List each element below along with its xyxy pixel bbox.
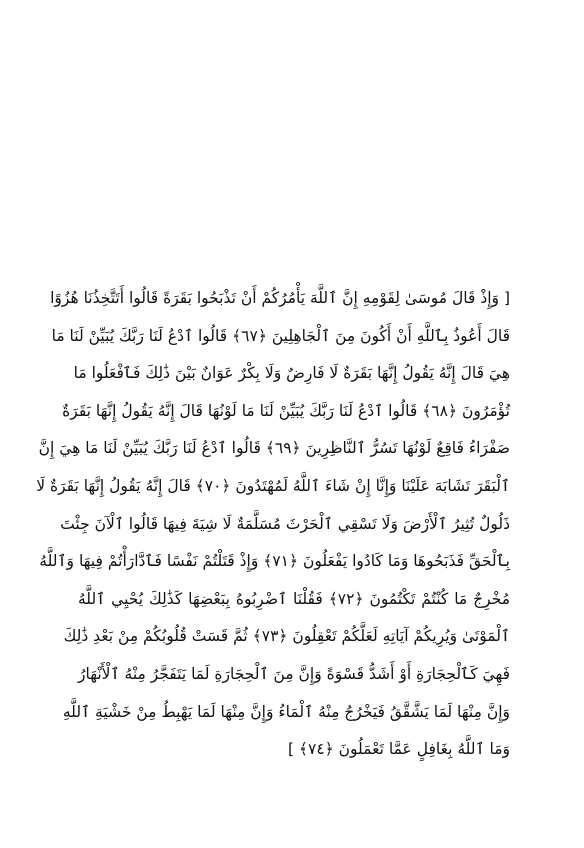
- text-line: ٱلْبَقَرَ تَشَابَهَ عَلَيْنَا وَإِنَّا إِنْ شَاءَ ٱللَّهُ لَمُهْتَدُونَ ﴿٧٠﴾ قَالَ إِنَّهُ يَقُولُ إِنَّهَا بَقَرَةٌ لَا: [36, 476, 510, 495]
- text-line: ذَلُولٌ تُثِيرُ ٱلْأَرْضَ وَلَا تَسْقِي ٱلْحَرْثَ مُسَلَّمَةٌ لَا شِيَةَ فِيهَا قَالُوا ٱلْآنَ جِئْتَ: [60, 514, 510, 533]
- text-line: صَفْرَاءُ فَاقِعٌ لَوْنُهَا تَسُرُّ ٱلنَّاظِرِينَ ﴿٦٩﴾ قَالُوا ٱدْعُ لَنَا رَبَّكَ يُبَيِّنْ لَنَا مَا هِيَ إِنَّ: [38, 439, 510, 458]
- text-line: [ وَإِذْ قَالَ مُوسَىٰ لِقَوْمِهِ إِنَّ ٱللَّهَ يَأْمُرُكُمْ أَنْ تَذْبَحُوا بَقَرَةً قَالُوا أَتَتَّخِذُنَا هُزُوًا: [50, 289, 510, 307]
- text-line: مُخْرِجٌ مَا كُنْتُمْ تَكْتُمُونَ ﴿٧٢﴾ فَقُلْنَا ٱضْرِبُوهُ بِبَعْضِهَا كَذَٰلِكَ يُحْيِي ٱللَّهُ: [78, 589, 511, 608]
- text-line: ٱلْمَوْتَىٰ وَيُرِيكُمْ آيَاتِهِ لَعَلَّكُمْ تَعْقِلُونَ ﴿٧٣﴾ ثُمَّ قَسَتْ قُلُوبُكُمْ مِنْ بَعْدِ ذَٰلِكَ: [63, 627, 510, 646]
- text-line: وَإِنَّ مِنْهَا لَمَا يَشَّقَّقُ فَيَخْرُجُ مِنْهُ ٱلْمَاءُ وَإِنَّ مِنْهَا لَمَا يَهْبِطُ مِنْ خَشْيَةِ ٱللَّهِ: [62, 702, 510, 721]
- text-line: هِيَ قَالَ إِنَّهُ يَقُولُ إِنَّهَا بَقَرَةٌ لَا فَارِضٌ وَلَا بِكْرٌ عَوَانٌ بَيْنَ ذَٰلِكَ فَٱفْعَلُوا مَا: [73, 364, 510, 383]
- text-line: تُؤْمَرُونَ ﴿٦٨﴾ قَالُوا ٱدْعُ لَنَا رَبَّكَ يُبَيِّنْ لَنَا مَا لَوْنُهَا قَالَ إِنَّهُ يَقُولُ إِنَّهَا بَقَرَةٌ: [62, 401, 510, 420]
- arabic-text-block: [36, 280, 511, 769]
- text-line: بِٱلْحَقِّ فَذَبَحُوهَا وَمَا كَادُوا يَفْعَلُونَ ﴿٧١﴾ وَإِذْ قَتَلْتُمْ نَفْسًا فَٱدَّارَأْتُمْ فِيهَا وَٱللَّهُ: [39, 552, 510, 571]
- text-line: وَمَا ٱللَّهُ بِغَافِلٍ عَمَّا تَعْمَلُونَ ﴿٧٤﴾ ]: [287, 740, 510, 759]
- text-line: فَهِيَ كَٱلْحِجَارَةِ أَوْ أَشَدُّ قَسْوَةً وَإِنَّ مِنَ ٱلْحِجَارَةِ لَمَا يَتَفَجَّرُ مِنْهُ ٱلْأَنْهَارُ: [78, 664, 510, 683]
- text-line: قَالَ أَعُوذُ بِٱللَّهِ أَنْ أَكُونَ مِنَ ٱلْجَاهِلِينَ ﴿٦٧﴾ قَالُوا ٱدْعُ لَنَا رَبَّكَ يُبَيِّنْ لَنَا مَا: [51, 326, 510, 345]
